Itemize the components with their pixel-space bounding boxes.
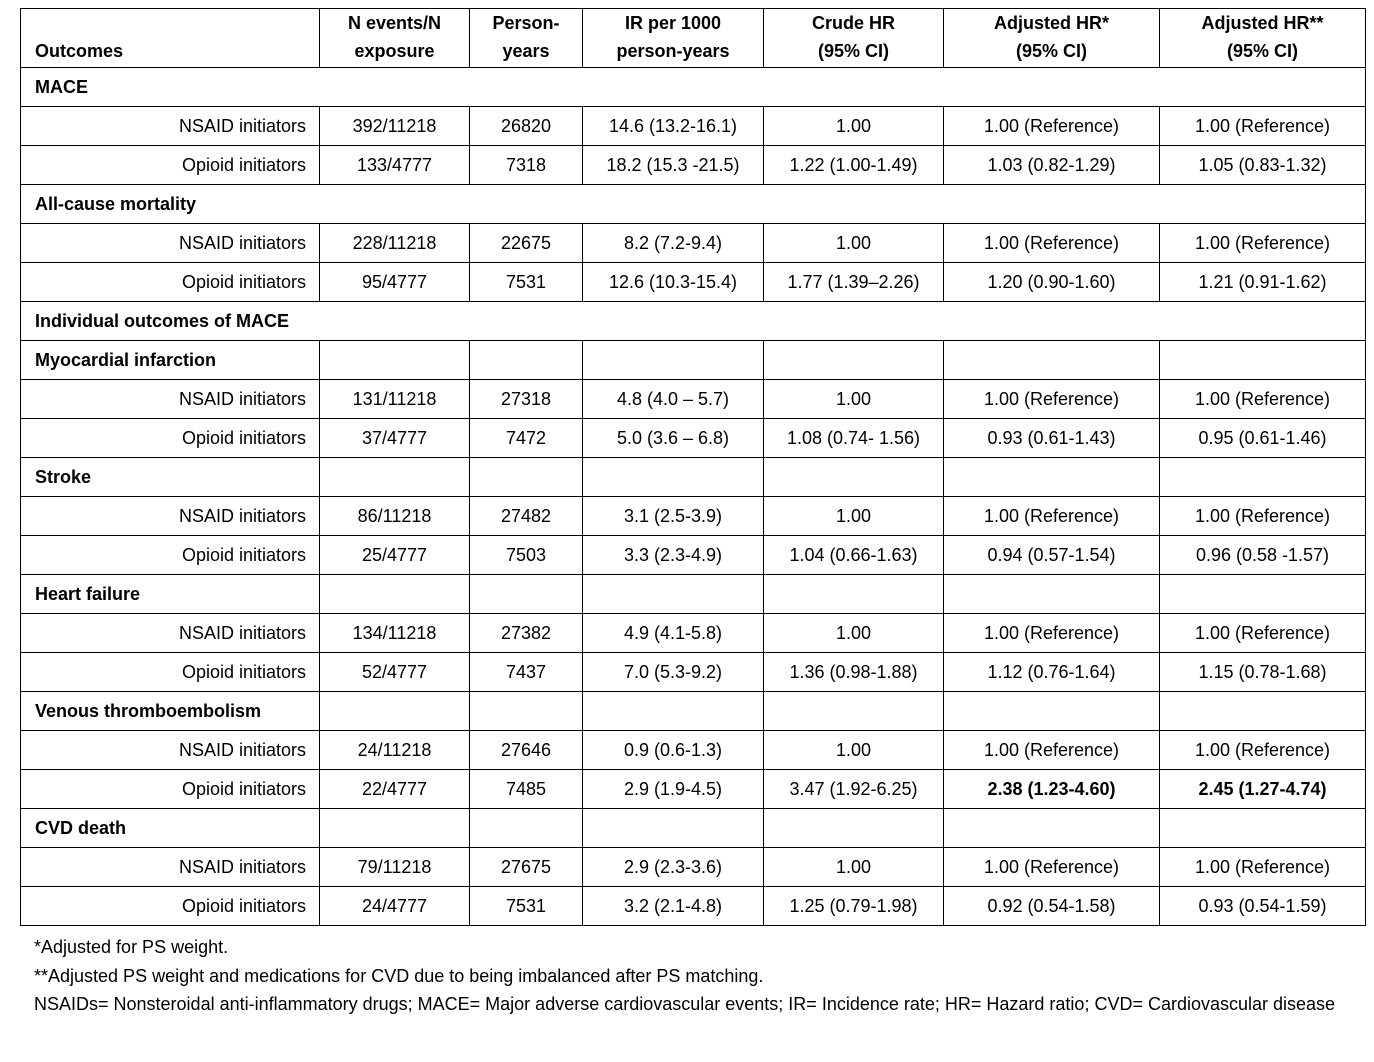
- cell-incidence-rate: 7.0 (5.3-9.2): [583, 653, 764, 692]
- footnote-abbreviations: NSAIDs= Nonsteroidal anti-inflammatory drugs; MACE= Major adverse cardiovascular events; IR= Incidence rate; HR= Hazard ratio; CVD= Cardiovascular disease: [34, 994, 1336, 1014]
- cell-adjusted-hr-1: 1.00 (Reference): [944, 107, 1160, 146]
- row-label: NSAID initiators: [21, 848, 320, 887]
- cell-crude-hr: 1.00: [764, 380, 944, 419]
- cell-crude-hr: 1.00: [764, 497, 944, 536]
- row-label: NSAID initiators: [21, 731, 320, 770]
- header-crude-hr: Crude HR (95% CI): [764, 9, 944, 68]
- table-row: [21, 614, 1366, 653]
- cell-crude-hr: 1.00: [764, 107, 944, 146]
- cell-incidence-rate: 12.6 (10.3-15.4): [583, 263, 764, 302]
- table-row: [21, 887, 1366, 926]
- footnote-adjusted-1: *Adjusted for PS weight.: [34, 937, 229, 957]
- cell-crude-hr: 3.47 (1.92-6.25): [764, 770, 944, 809]
- table-row: [21, 263, 1366, 302]
- section-row-mace: [21, 68, 1366, 107]
- cell-events: 86/11218: [320, 497, 470, 536]
- table-row: [21, 653, 1366, 692]
- header-adjusted-hr-1: Adjusted HR* (95% CI): [944, 9, 1160, 68]
- cell-adjusted-hr-2: 1.00 (Reference): [1160, 848, 1366, 887]
- cell-incidence-rate: 3.2 (2.1-4.8): [583, 887, 764, 926]
- cell-crude-hr: 1.00: [764, 224, 944, 263]
- table-row: [21, 146, 1366, 185]
- header-outcomes: Outcomes: [21, 9, 320, 68]
- cell-crude-hr: 1.22 (1.00-1.49): [764, 146, 944, 185]
- cell-person-years: 7503: [470, 536, 583, 575]
- cell-incidence-rate: 2.9 (2.3-3.6): [583, 848, 764, 887]
- cell-incidence-rate: 3.1 (2.5-3.9): [583, 497, 764, 536]
- row-label: Opioid initiators: [21, 146, 320, 185]
- cell-adjusted-hr-1: 0.92 (0.54-1.58): [944, 887, 1160, 926]
- cell-incidence-rate: 14.6 (13.2-16.1): [583, 107, 764, 146]
- cell-person-years: 7318: [470, 146, 583, 185]
- cell-adjusted-hr-2: 0.93 (0.54-1.59): [1160, 887, 1366, 926]
- cell-adjusted-hr-1: 1.00 (Reference): [944, 731, 1160, 770]
- cell-adjusted-hr-2: 1.00 (Reference): [1160, 497, 1366, 536]
- table-row: [21, 731, 1366, 770]
- section-row-mortality: [21, 185, 1366, 224]
- cell-events: 95/4777: [320, 263, 470, 302]
- footnote-adjusted-2: **Adjusted PS weight and medications for CVD due to being imbalanced after PS matching.: [34, 965, 764, 986]
- cell-adjusted-hr-1: 0.94 (0.57-1.54): [944, 536, 1160, 575]
- cell-incidence-rate: 2.9 (1.9-4.5): [583, 770, 764, 809]
- table-row: [21, 419, 1366, 458]
- cell-events: 131/11218: [320, 380, 470, 419]
- cell-incidence-rate: 4.9 (4.1-5.8): [583, 614, 764, 653]
- table-row: [21, 497, 1366, 536]
- cell-crude-hr: 1.36 (0.98-1.88): [764, 653, 944, 692]
- table-header-row: [21, 9, 1366, 68]
- row-label: Opioid initiators: [21, 536, 320, 575]
- cell-adjusted-hr-2: 1.21 (0.91-1.62): [1160, 263, 1366, 302]
- cell-incidence-rate: 5.0 (3.6 – 6.8): [583, 419, 764, 458]
- cell-person-years: 7531: [470, 887, 583, 926]
- cell-adjusted-hr-2: 1.00 (Reference): [1160, 224, 1366, 263]
- cell-adjusted-hr-2: 1.05 (0.83-1.32): [1160, 146, 1366, 185]
- cell-person-years: 7485: [470, 770, 583, 809]
- header-events: N events/N exposure: [320, 9, 470, 68]
- cell-adjusted-hr-2: 0.96 (0.58 -1.57): [1160, 536, 1366, 575]
- row-label: NSAID initiators: [21, 614, 320, 653]
- section-row-vte: [21, 692, 1366, 731]
- cell-adjusted-hr-2: 0.95 (0.61-1.46): [1160, 419, 1366, 458]
- row-label: NSAID initiators: [21, 224, 320, 263]
- cell-person-years: 7531: [470, 263, 583, 302]
- cell-crude-hr: 1.00: [764, 848, 944, 887]
- section-row-cvd-death: [21, 809, 1366, 848]
- cell-crude-hr: 1.00: [764, 731, 944, 770]
- cell-incidence-rate: 4.8 (4.0 – 5.7): [583, 380, 764, 419]
- table-row: [21, 224, 1366, 263]
- header-incidence-rate: IR per 1000 person-years: [583, 9, 764, 68]
- row-label: Opioid initiators: [21, 263, 320, 302]
- row-label: Opioid initiators: [21, 887, 320, 926]
- cell-person-years: 27646: [470, 731, 583, 770]
- cell-events: 134/11218: [320, 614, 470, 653]
- section-row-mi: [21, 341, 1366, 380]
- section-title: MACE: [21, 68, 1366, 107]
- cell-adjusted-hr-1: 1.12 (0.76-1.64): [944, 653, 1160, 692]
- section-title: Myocardial infarction: [21, 341, 320, 380]
- cell-person-years: 22675: [470, 224, 583, 263]
- cell-crude-hr: 1.77 (1.39–2.26): [764, 263, 944, 302]
- cell-adjusted-hr-1: 1.00 (Reference): [944, 497, 1160, 536]
- cell-events: 25/4777: [320, 536, 470, 575]
- cell-adjusted-hr-1: 1.00 (Reference): [944, 380, 1160, 419]
- cell-person-years: 27675: [470, 848, 583, 887]
- cell-incidence-rate: 0.9 (0.6-1.3): [583, 731, 764, 770]
- section-title: Stroke: [21, 458, 320, 497]
- cell-adjusted-hr-1: 1.20 (0.90-1.60): [944, 263, 1160, 302]
- cell-crude-hr: 1.00: [764, 614, 944, 653]
- table-row: [21, 848, 1366, 887]
- table-footnotes: [34, 933, 1364, 1019]
- cell-adjusted-hr-1: 2.38 (1.23-4.60): [944, 770, 1160, 809]
- cell-events: 79/11218: [320, 848, 470, 887]
- cell-adjusted-hr-2: 1.00 (Reference): [1160, 614, 1366, 653]
- cell-incidence-rate: 18.2 (15.3 -21.5): [583, 146, 764, 185]
- cell-events: 22/4777: [320, 770, 470, 809]
- cell-person-years: 27318: [470, 380, 583, 419]
- section-title: CVD death: [21, 809, 320, 848]
- cell-events: 24/11218: [320, 731, 470, 770]
- cell-crude-hr: 1.25 (0.79-1.98): [764, 887, 944, 926]
- row-label: NSAID initiators: [21, 107, 320, 146]
- cell-incidence-rate: 8.2 (7.2-9.4): [583, 224, 764, 263]
- cell-adjusted-hr-2: 2.45 (1.27-4.74): [1160, 770, 1366, 809]
- cell-adjusted-hr-2: 1.00 (Reference): [1160, 107, 1366, 146]
- cell-events: 228/11218: [320, 224, 470, 263]
- cell-events: 133/4777: [320, 146, 470, 185]
- cell-person-years: 27482: [470, 497, 583, 536]
- cell-adjusted-hr-1: 1.00 (Reference): [944, 614, 1160, 653]
- cell-crude-hr: 1.08 (0.74- 1.56): [764, 419, 944, 458]
- header-person-years: Person- years: [470, 9, 583, 68]
- cell-person-years: 7437: [470, 653, 583, 692]
- table-row: [21, 380, 1366, 419]
- row-label: Opioid initiators: [21, 419, 320, 458]
- cell-adjusted-hr-1: 1.03 (0.82-1.29): [944, 146, 1160, 185]
- row-label: Opioid initiators: [21, 653, 320, 692]
- cell-incidence-rate: 3.3 (2.3-4.9): [583, 536, 764, 575]
- header-adjusted-hr-2: Adjusted HR** (95% CI): [1160, 9, 1366, 68]
- table-row: [21, 536, 1366, 575]
- cell-adjusted-hr-2: 1.00 (Reference): [1160, 380, 1366, 419]
- row-label: NSAID initiators: [21, 380, 320, 419]
- cell-adjusted-hr-1: 1.00 (Reference): [944, 224, 1160, 263]
- section-row-heart-failure: [21, 575, 1366, 614]
- section-title: Venous thromboembolism: [21, 692, 320, 731]
- section-row-individual-outcomes: [21, 302, 1366, 341]
- cell-adjusted-hr-1: 0.93 (0.61-1.43): [944, 419, 1160, 458]
- section-row-stroke: [21, 458, 1366, 497]
- cell-person-years: 26820: [470, 107, 583, 146]
- cell-adjusted-hr-2: 1.00 (Reference): [1160, 731, 1366, 770]
- cell-events: 52/4777: [320, 653, 470, 692]
- row-label: NSAID initiators: [21, 497, 320, 536]
- cell-events: 392/11218: [320, 107, 470, 146]
- hazard-ratio-table: [20, 8, 1366, 926]
- cell-person-years: 27382: [470, 614, 583, 653]
- cell-events: 24/4777: [320, 887, 470, 926]
- cell-events: 37/4777: [320, 419, 470, 458]
- cell-adjusted-hr-2: 1.15 (0.78-1.68): [1160, 653, 1366, 692]
- table-row: [21, 107, 1366, 146]
- row-label: Opioid initiators: [21, 770, 320, 809]
- section-title: All-cause mortality: [21, 185, 1366, 224]
- section-title: Heart failure: [21, 575, 320, 614]
- cell-crude-hr: 1.04 (0.66-1.63): [764, 536, 944, 575]
- table-row: [21, 770, 1366, 809]
- cell-adjusted-hr-1: 1.00 (Reference): [944, 848, 1160, 887]
- cell-person-years: 7472: [470, 419, 583, 458]
- section-title: Individual outcomes of MACE: [21, 302, 1366, 341]
